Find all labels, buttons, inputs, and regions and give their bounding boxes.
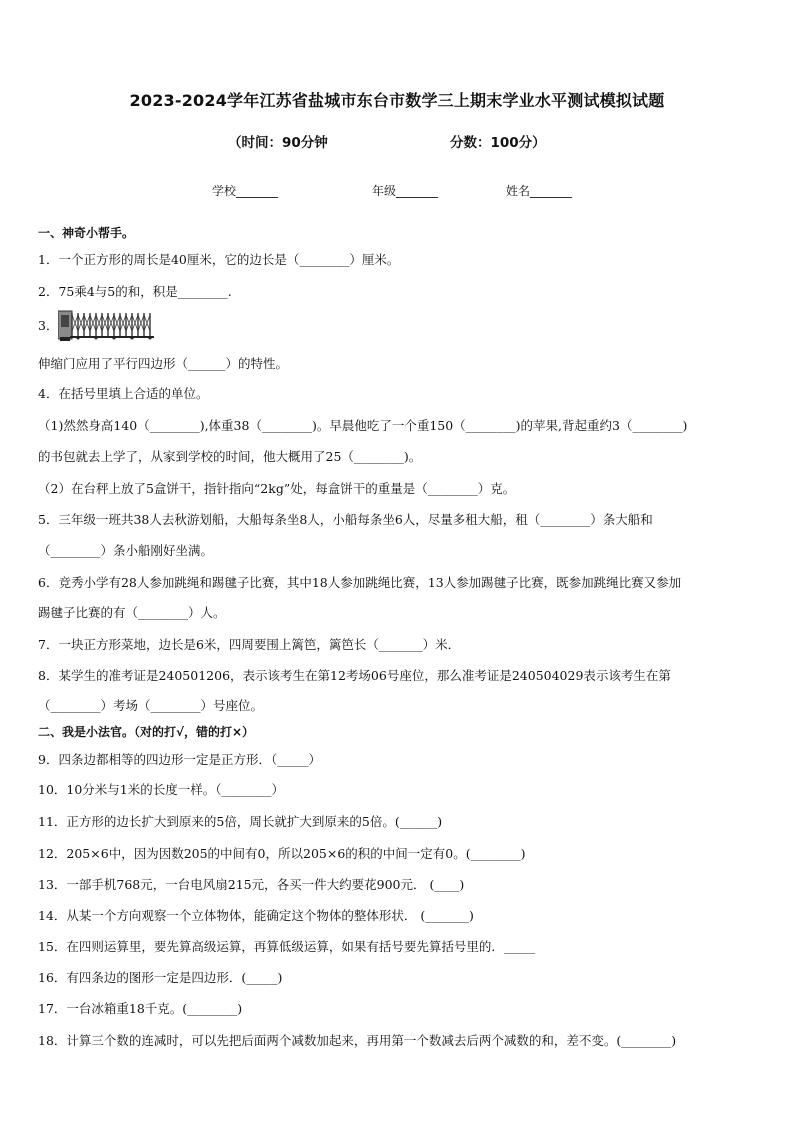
question-11: 11．正方形的边长扩大到原来的5倍，周长就扩大到原来的5倍。(______): [38, 814, 443, 829]
question-2: 2．75乘4与5的和，积是________.: [38, 284, 232, 299]
question-6-cont: 踢毽子比赛的有（________）人。: [38, 605, 226, 620]
question-12: 12．205×6中，因为因数205的中间有0，所以205×6的积的中间一定有0。(________): [38, 846, 526, 861]
question-7: 7．一块正方形菜地，边长是6米，四周要围上篱笆，篱笆长（_______）米．: [38, 637, 461, 652]
question-14: 14．从某一个方向观察一个立体物体，能确定这个物体的整体形状． (_______): [38, 908, 474, 923]
section-heading-1: 一、神奇小帮手。: [38, 226, 135, 240]
question-10: 10．10分米与1米的长度一样。（________）: [38, 782, 285, 797]
question-8-cont: （________）考场（________）号座位。: [38, 698, 264, 713]
exam-time: （时间：90分钟: [228, 135, 328, 151]
question-17: 17．一台冰箱重18千克。(________): [38, 1001, 243, 1016]
grade-field[interactable]: 年级_______: [372, 184, 439, 198]
question-5-cont: （________）条小船刚好坐满。: [38, 543, 214, 558]
question-3-number: 3．: [38, 318, 59, 333]
school-field[interactable]: 学校_______: [212, 184, 279, 198]
retractable-gate-image: [58, 309, 155, 341]
question-16: 16．有四条边的图形一定是四边形．(_____): [38, 970, 283, 985]
name-field[interactable]: 姓名_______: [506, 184, 573, 198]
question-6: 6．竞秀小学有28人参加跳绳和踢毽子比赛，其中18人参加跳绳比赛，13人参加踢毽子比赛，既参加跳绳比赛又参加: [38, 575, 682, 590]
question-9: 9．四条边都相等的四边形一定是正方形．（_____）: [38, 752, 321, 767]
question-5: 5．三年级一班共38人去秋游划船，大船每条坐8人，小船每条坐6人，尽量多租大船，租（________）条大船和: [38, 512, 653, 527]
question-4-part-2: （2）在台秤上放了5盒饼干，指针指向“2kg”处，每盒饼干的重量是（________）克。: [38, 481, 516, 496]
question-3: 伸缩门应用了平行四边形（______）的特性。: [38, 356, 289, 371]
question-8: 8．某学生的准考证是240501206，表示该考生在第12考场06号座位，那么准考证是240504029表示该考生在第: [38, 668, 671, 683]
question-15: 15．在四则运算里，要先算高级运算，再算低级运算，如果有括号要先算括号里的．_____: [38, 939, 536, 954]
question-4: 4．在括号里填上合适的单位。: [38, 386, 209, 401]
question-18: 18．计算三个数的连减时，可以先把后面两个减数加起来，再用第一个数减去后两个减数的和，差不变。(________): [38, 1033, 677, 1048]
exam-score: 分数：100分）: [450, 135, 546, 151]
page-title: 2023-2024学年江苏省盐城市东台市数学三上期末学业水平测试模拟试题: [129, 91, 665, 110]
question-1: 1．一个正方形的周长是40厘米，它的边长是（________）厘米。: [38, 252, 400, 267]
question-4-part-1-cont: 的书包就去上学了，从家到学校的时间，他大概用了25（________)。: [38, 449, 422, 464]
question-4-part-1: （1)然然身高140（________),体重38（________)。早晨他吃了一个重150（________)的苹果,背起重约3（________): [38, 418, 688, 433]
question-13: 13．一部手机768元，一台电风扇215元，各买一件大约要花900元． (____): [38, 877, 465, 892]
section-heading-2: 二、我是小法官。（对的打√，错的打×）: [38, 725, 255, 739]
